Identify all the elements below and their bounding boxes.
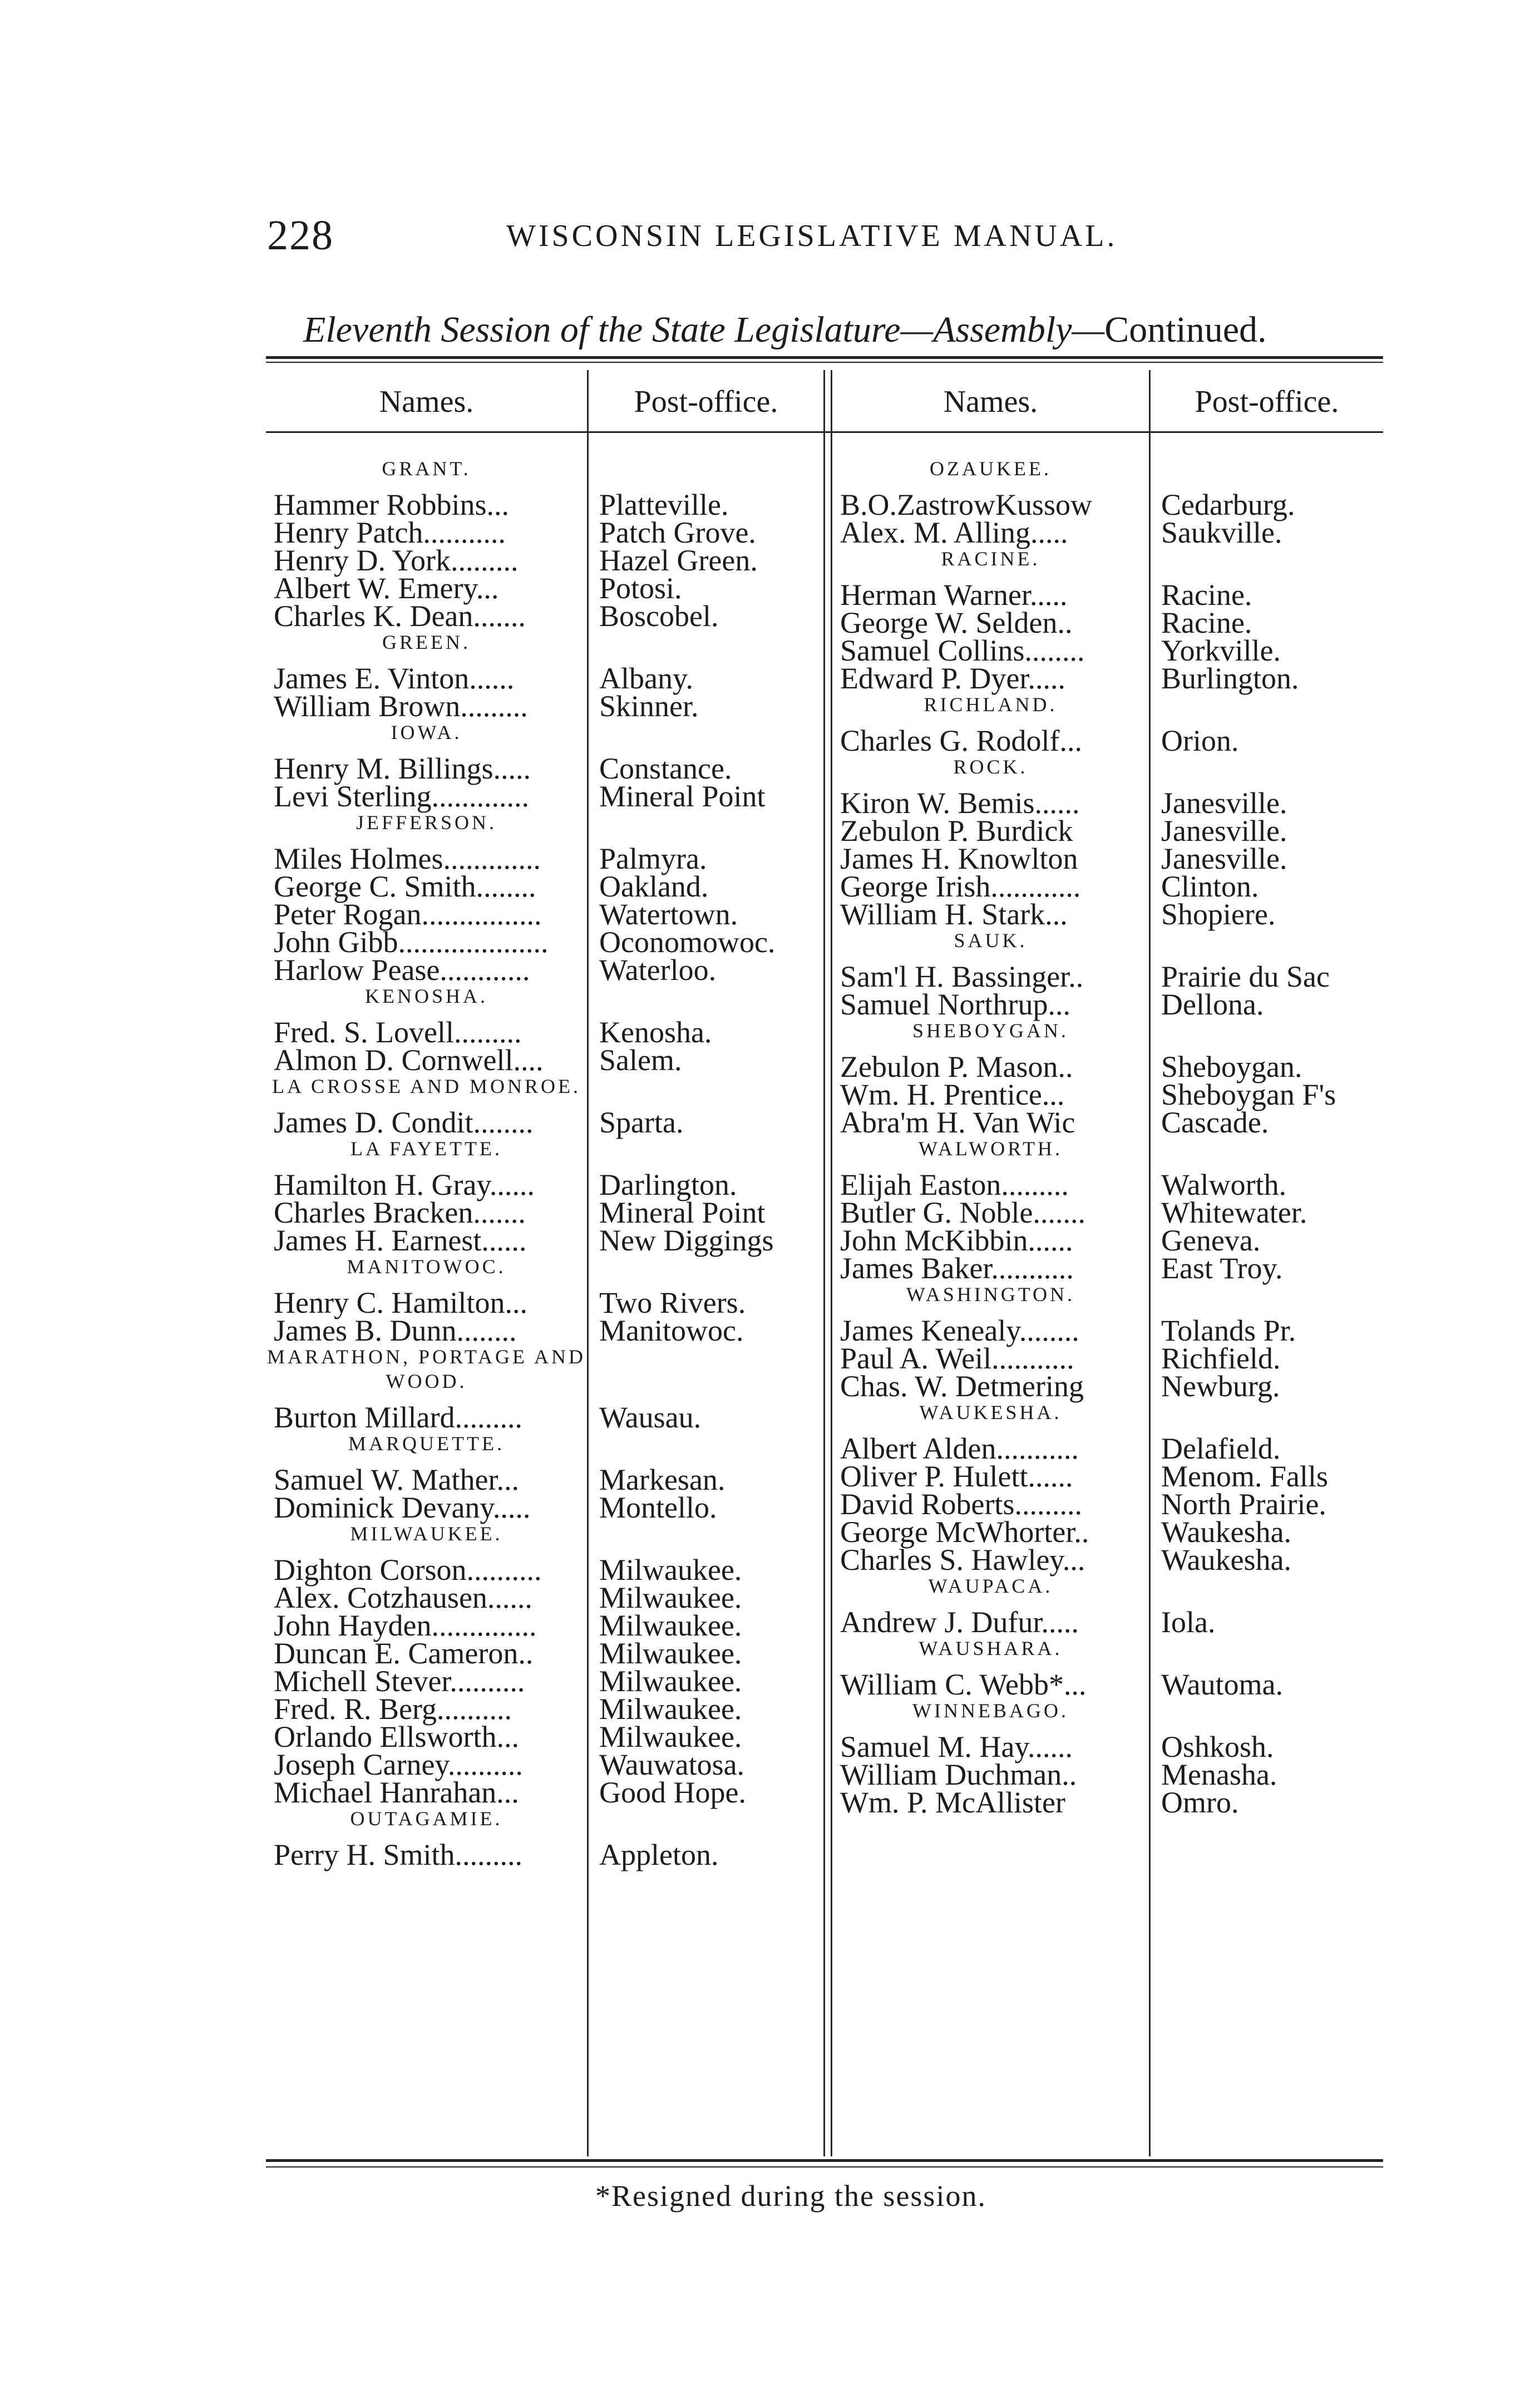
member-row	[266, 780, 823, 813]
member-post-office: Mineral Point	[599, 1196, 766, 1229]
member-post-office: Salem.	[599, 1043, 682, 1077]
member-name: Oliver P. Hulett......	[840, 1460, 1073, 1493]
member-row	[266, 1286, 823, 1319]
county-group	[266, 1344, 823, 1434]
member-post-office: Shopiere.	[1161, 898, 1276, 931]
member-row	[832, 988, 1383, 1021]
member-row	[832, 662, 1383, 695]
member-row	[832, 1252, 1383, 1285]
member-row	[832, 1078, 1383, 1111]
member-row	[266, 752, 823, 785]
member-row	[266, 516, 823, 549]
member-name: Fred. S. Lovell.........	[274, 1016, 522, 1049]
member-post-office: Racine.	[1161, 578, 1252, 612]
member-name: George C. Smith........	[274, 870, 536, 903]
bottom-rule-thin	[266, 2166, 1383, 2167]
county-heading: OUTAGAMIE.	[350, 1807, 503, 1830]
member-name: James H. Earnest......	[274, 1224, 527, 1257]
member-row	[266, 1720, 823, 1753]
member-row	[266, 925, 823, 959]
county-heading: MILWAUKEE.	[350, 1523, 503, 1545]
member-name: George W. Selden..	[840, 606, 1073, 639]
county-group	[832, 928, 1383, 1021]
member-name: Zebulon P. Mason..	[840, 1050, 1073, 1083]
county-heading: IOWA.	[391, 721, 462, 743]
member-row	[832, 1314, 1383, 1347]
member-row	[832, 1487, 1383, 1521]
member-name: Chas. W. Detmering	[840, 1370, 1084, 1403]
member-row	[266, 1748, 823, 1781]
member-post-office: Milwaukee.	[599, 1609, 742, 1642]
member-row	[832, 1168, 1383, 1201]
member-name: David Roberts.........	[840, 1487, 1082, 1521]
member-name: John Gibb....................	[274, 925, 549, 959]
member-row	[832, 1543, 1383, 1577]
county-heading: KENOSHA.	[364, 985, 488, 1007]
member-row	[266, 689, 823, 723]
member-row	[266, 870, 823, 903]
member-name: Zebulon P. Burdick	[840, 814, 1073, 848]
member-post-office: Albany.	[599, 662, 693, 695]
member-post-office: Milwaukee.	[599, 1553, 742, 1587]
member-name: Hamilton H. Gray......	[274, 1168, 535, 1201]
member-post-office: Dellona.	[1161, 988, 1264, 1021]
county-heading: RACINE.	[941, 548, 1040, 570]
member-post-office: Delafield.	[1161, 1432, 1281, 1465]
member-name: Perry H. Smith.........	[274, 1838, 523, 1871]
member-post-office: Prairie du Sac	[1161, 960, 1330, 993]
member-row	[832, 516, 1383, 549]
member-name: Henry Patch...........	[274, 516, 506, 549]
county-group	[832, 1636, 1383, 1701]
member-name: Michell Stever..........	[274, 1664, 525, 1698]
member-name: William H. Stark...	[840, 898, 1068, 931]
member-post-office: Janesville.	[1161, 814, 1287, 848]
member-post-office: Wauwatosa.	[599, 1748, 745, 1781]
member-post-office: Iola.	[1161, 1605, 1216, 1639]
subtitle-continued: Continued.	[1104, 309, 1267, 350]
member-row	[832, 606, 1383, 639]
member-row	[266, 1106, 823, 1139]
member-post-office: Good Hope.	[599, 1776, 746, 1809]
member-post-office: Milwaukee.	[599, 1581, 742, 1614]
member-post-office: Burlington.	[1161, 662, 1299, 695]
member-post-office: Waukesha.	[1161, 1543, 1292, 1577]
table-subtitle	[303, 309, 1267, 351]
county-heading: WAUKESHA.	[919, 1401, 1062, 1423]
member-name: Levi Sterling.............	[274, 780, 529, 813]
member-name: James D. Condit........	[274, 1106, 534, 1139]
member-name: Charles S. Hawley...	[840, 1543, 1085, 1577]
member-name: William C. Webb*...	[840, 1668, 1087, 1701]
member-post-office: Milwaukee.	[599, 1720, 742, 1753]
county-group	[832, 692, 1383, 755]
member-row	[266, 1637, 823, 1670]
member-post-office: Sheboygan F's	[1161, 1078, 1336, 1111]
member-row	[266, 1491, 823, 1524]
member-row	[266, 1224, 823, 1257]
member-post-office: Appleton.	[599, 1838, 719, 1871]
member-row	[266, 898, 823, 931]
member-row	[266, 572, 823, 605]
member-row	[832, 1342, 1383, 1375]
member-row	[266, 1664, 823, 1698]
member-name: Alex. Cotzhausen......	[274, 1581, 532, 1614]
member-post-office: Mineral Point	[599, 780, 766, 813]
member-post-office: Constance.	[599, 752, 732, 785]
member-name: Fred. R. Berg..........	[274, 1692, 512, 1726]
member-row	[832, 870, 1383, 903]
member-post-office: Yorkville.	[1161, 634, 1281, 667]
county-heading: SAUK.	[954, 929, 1028, 952]
member-name: Elijah Easton.........	[840, 1168, 1069, 1201]
member-post-office: Oshkosh.	[1161, 1730, 1274, 1763]
member-post-office: Markesan.	[599, 1463, 725, 1496]
county-heading: LA CROSSE AND MONROE.	[272, 1075, 581, 1097]
member-post-office: Hazel Green.	[599, 544, 758, 577]
member-row	[266, 599, 823, 633]
member-name: Dighton Corson..........	[274, 1553, 542, 1587]
member-name: Henry M. Billings.....	[274, 752, 531, 785]
member-post-office: Waukesha.	[1161, 1515, 1292, 1549]
member-row	[832, 724, 1383, 757]
member-name: Albert W. Emery...	[274, 572, 499, 605]
bottom-rule	[266, 2159, 1383, 2162]
column-header-names: Names.	[379, 385, 474, 419]
member-row	[832, 488, 1383, 521]
member-name: Peter Rogan................	[274, 898, 542, 931]
member-row	[266, 1553, 823, 1587]
county-group	[266, 1806, 823, 1869]
member-post-office: Watertown.	[599, 898, 738, 931]
member-row	[832, 1196, 1383, 1229]
member-name: James Baker...........	[840, 1252, 1074, 1285]
county-group	[832, 1574, 1383, 1639]
page-number: 228	[267, 212, 334, 259]
member-name: John McKibbin......	[840, 1224, 1073, 1257]
left-column-entries	[266, 456, 823, 1869]
county-heading: WALWORTH.	[918, 1137, 1063, 1160]
member-row	[832, 814, 1383, 848]
member-row	[266, 1401, 823, 1434]
member-row	[266, 544, 823, 577]
member-post-office: Manitowoc.	[599, 1314, 744, 1347]
member-name: Samuel W. Mather...	[274, 1463, 519, 1496]
member-post-office: Racine.	[1161, 606, 1252, 639]
county-group	[832, 546, 1383, 695]
county-group	[266, 1254, 823, 1347]
member-name: Albert Alden...........	[840, 1432, 1079, 1465]
member-post-office: Whitewater.	[1161, 1196, 1307, 1229]
county-heading: JEFFERSON.	[356, 811, 497, 834]
member-row	[832, 1460, 1383, 1493]
member-post-office: Patch Grove.	[599, 516, 756, 549]
member-post-office: Tolands Pr.	[1161, 1314, 1296, 1347]
member-post-office: Palmyra.	[599, 842, 707, 875]
member-name: Kiron W. Bemis......	[840, 786, 1080, 820]
county-heading: MARATHON, PORTAGE AND WOOD.	[267, 1346, 586, 1392]
top-rule-thin	[266, 362, 1383, 363]
member-post-office: Clinton.	[1161, 870, 1259, 903]
county-heading: RICHLAND.	[924, 693, 1058, 716]
member-row	[832, 960, 1383, 993]
member-name: Henry D. York.........	[274, 544, 519, 577]
member-name: Andrew J. Dufur.....	[840, 1605, 1079, 1639]
member-post-office: Janesville.	[1161, 842, 1287, 875]
county-heading: WINNEBAGO.	[912, 1699, 1069, 1722]
member-name: Hammer Robbins...	[274, 488, 509, 521]
member-post-office: Skinner.	[599, 689, 699, 723]
member-name: Sam'l H. Bassinger..	[840, 960, 1084, 993]
member-post-office: Milwaukee.	[599, 1637, 742, 1670]
page-header	[261, 211, 1380, 273]
running-title: WISCONSIN LEGISLATIVE MANUAL.	[506, 219, 1118, 253]
member-post-office: East Troy.	[1161, 1252, 1283, 1285]
county-group	[266, 1431, 823, 1524]
county-group	[266, 1521, 823, 1809]
member-name: Samuel Northrup...	[840, 988, 1070, 1021]
member-name: Almon D. Cornwell....	[274, 1043, 544, 1077]
member-post-office: Potosi.	[599, 572, 682, 605]
member-row	[832, 786, 1383, 820]
member-row	[832, 1050, 1383, 1083]
member-post-office: Sparta.	[599, 1106, 684, 1139]
county-heading: SHEBOYGAN.	[912, 1019, 1069, 1042]
subtitle-italic: Eleventh Session of the State Legislature—Assembly—	[303, 309, 1105, 350]
member-row	[266, 1692, 823, 1726]
member-row	[832, 1730, 1383, 1763]
member-post-office: Oakland.	[599, 870, 709, 903]
member-post-office: Darlington.	[599, 1168, 737, 1201]
county-group	[832, 1282, 1383, 1403]
member-name: Wm. H. Prentice...	[840, 1078, 1065, 1111]
member-name: Samuel Collins........	[840, 634, 1085, 667]
member-row	[266, 1609, 823, 1642]
member-name: Abra'm H. Van Wic	[840, 1106, 1075, 1139]
member-post-office: Wausau.	[599, 1401, 702, 1434]
member-name: Wm. P. McAllister	[840, 1786, 1065, 1819]
member-name: William Brown.........	[274, 689, 528, 723]
member-row	[266, 1043, 823, 1077]
county-group	[266, 984, 823, 1077]
member-row	[266, 662, 823, 695]
footnote: *Resigned during the session.	[595, 2179, 986, 2213]
member-row	[832, 634, 1383, 667]
member-post-office: Menom. Falls	[1161, 1460, 1329, 1493]
member-name: Dominick Devany.....	[274, 1491, 531, 1524]
member-name: George Irish............	[840, 870, 1081, 903]
county-group	[832, 456, 1383, 549]
county-heading: ROCK.	[953, 756, 1028, 778]
column-header-names: Names.	[943, 385, 1038, 419]
county-heading: GREEN.	[382, 631, 471, 653]
member-post-office: Milwaukee.	[599, 1692, 742, 1726]
member-name: John Hayden..............	[274, 1609, 537, 1642]
member-row	[266, 1196, 823, 1229]
member-row	[832, 1224, 1383, 1257]
member-name: Henry C. Hamilton...	[274, 1286, 527, 1319]
member-name: Michael Hanrahan...	[274, 1776, 519, 1809]
column-header-post-office: Post-office.	[634, 385, 778, 419]
member-row	[266, 1314, 823, 1347]
county-group	[832, 1400, 1383, 1577]
county-group	[832, 755, 1383, 931]
county-heading: WASHINGTON.	[906, 1283, 1075, 1306]
member-post-office: Walworth.	[1161, 1168, 1287, 1201]
county-heading: GRANT.	[382, 457, 471, 480]
top-rule	[266, 356, 1383, 359]
county-group	[832, 1698, 1383, 1819]
member-name: Orlando Ellsworth...	[274, 1720, 519, 1753]
county-group	[266, 456, 823, 633]
right-column-entries	[832, 456, 1383, 1819]
member-name: James Kenealy........	[840, 1314, 1079, 1347]
county-heading: MARQUETTE.	[348, 1432, 505, 1455]
member-post-office: Waterloo.	[599, 953, 717, 987]
member-post-office: Cascade.	[1161, 1106, 1269, 1139]
member-name: B.O.ZastrowKussow	[840, 488, 1092, 521]
member-row	[266, 1016, 823, 1049]
county-group	[832, 1018, 1383, 1139]
member-row	[832, 1786, 1383, 1819]
county-group	[832, 1136, 1383, 1285]
member-row	[266, 1581, 823, 1614]
member-post-office: New Diggings	[599, 1224, 774, 1257]
member-name: George McWhorter..	[840, 1515, 1089, 1549]
member-name: Miles Holmes.............	[274, 842, 541, 875]
column-header-post-office: Post-office.	[1195, 385, 1339, 419]
member-row	[832, 898, 1383, 931]
member-name: Samuel M. Hay......	[840, 1730, 1073, 1763]
member-post-office: Oconomowoc.	[599, 925, 776, 959]
member-post-office: Geneva.	[1161, 1224, 1261, 1257]
member-row	[266, 1463, 823, 1496]
member-row	[832, 1668, 1383, 1701]
member-post-office: Platteville.	[599, 488, 729, 521]
member-post-office: Boscobel.	[599, 599, 719, 633]
member-post-office: Omro.	[1161, 1786, 1239, 1819]
county-heading: LA FAYETTE.	[350, 1137, 502, 1160]
member-post-office: Sheboygan.	[1161, 1050, 1302, 1083]
member-row	[832, 1370, 1383, 1403]
member-row	[266, 1776, 823, 1809]
member-post-office: Wautoma.	[1161, 1668, 1284, 1701]
member-row	[832, 578, 1383, 612]
member-post-office: North Prairie.	[1161, 1487, 1326, 1521]
member-post-office: Richfield.	[1161, 1342, 1281, 1375]
member-post-office: Menasha.	[1161, 1758, 1277, 1791]
member-name: Duncan E. Cameron..	[274, 1637, 534, 1670]
member-post-office: Montello.	[599, 1491, 717, 1524]
member-name: William Duchman..	[840, 1758, 1077, 1791]
county-heading: WAUSHARA.	[919, 1637, 1063, 1659]
column-divider	[823, 370, 825, 2156]
member-name: Butler G. Noble.......	[840, 1196, 1085, 1229]
member-row	[832, 1605, 1383, 1639]
member-name: Alex. M. Alling.....	[840, 516, 1068, 549]
member-row	[832, 1106, 1383, 1139]
member-row	[266, 953, 823, 987]
member-row	[832, 1758, 1383, 1791]
member-name: Paul A. Weil...........	[840, 1342, 1074, 1375]
member-name: Edward P. Dyer.....	[840, 662, 1065, 695]
member-row	[832, 842, 1383, 875]
member-post-office: Newburg.	[1161, 1370, 1280, 1403]
member-post-office: Orion.	[1161, 724, 1239, 757]
county-group	[266, 630, 823, 723]
county-heading: WAUPACA.	[928, 1575, 1053, 1597]
member-post-office: Cedarburg.	[1161, 488, 1295, 521]
county-heading: MANITOWOC.	[347, 1255, 506, 1278]
member-post-office: Milwaukee.	[599, 1664, 742, 1698]
member-name: Harlow Pease............	[274, 953, 530, 987]
member-row	[266, 488, 823, 521]
member-name: Burton Millard.........	[274, 1401, 522, 1434]
member-name: Herman Warner.....	[840, 578, 1068, 612]
member-row	[832, 1515, 1383, 1549]
member-name: Joseph Carney..........	[274, 1748, 523, 1781]
county-group	[266, 1136, 823, 1257]
county-group	[266, 1074, 823, 1139]
county-group	[266, 720, 823, 813]
member-post-office: Two Rivers.	[599, 1286, 746, 1319]
county-heading: OZAUKEE.	[930, 457, 1052, 480]
member-row	[266, 1168, 823, 1201]
member-post-office: Kenosha.	[599, 1016, 712, 1049]
member-post-office: Janesville.	[1161, 786, 1287, 820]
member-name: James H. Knowlton	[840, 842, 1078, 875]
member-name: Charles K. Dean.......	[274, 599, 526, 633]
member-name: Charles Bracken.......	[274, 1196, 526, 1229]
member-name: Charles G. Rodolf...	[840, 724, 1082, 757]
member-row	[266, 1838, 823, 1871]
member-name: James B. Dunn........	[274, 1314, 517, 1347]
member-name: James E. Vinton......	[274, 662, 515, 695]
member-post-office: Saukville.	[1161, 516, 1282, 549]
member-row	[266, 842, 823, 875]
member-row	[832, 1432, 1383, 1465]
county-group	[266, 810, 823, 987]
